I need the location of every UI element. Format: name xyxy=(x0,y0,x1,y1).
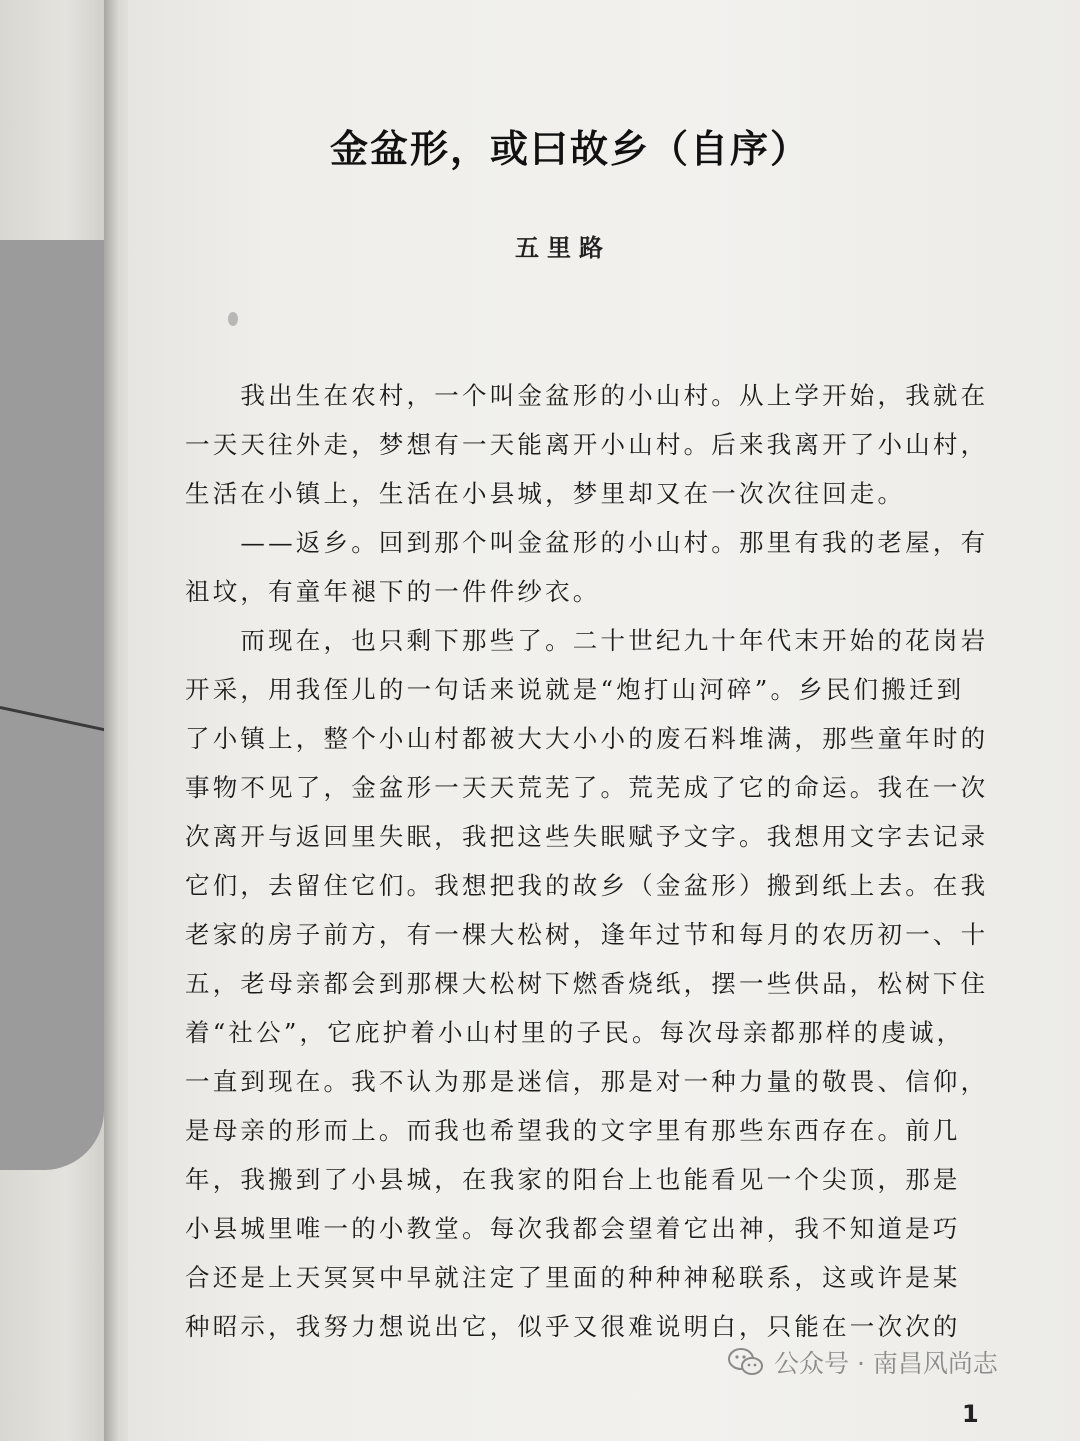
text-line: 生活在小镇上，生活在小县城，梦里却又在一次次往回走。 xyxy=(185,479,906,508)
text-line: 开采，用我侄儿的一句话来说就是“炮打山河碎”。乡民们搬迁到 xyxy=(185,675,965,704)
text-line: ——返乡。回到那个叫金盆形的小山村。那里有我的老屋，有 xyxy=(185,528,989,557)
paper-speck xyxy=(228,312,238,326)
text-line: 老家的房子前方，有一棵大松树，逢年过节和每月的农历初一、十 xyxy=(185,920,989,949)
text-line: 合还是上天冥冥中早就注定了里面的种种神秘联系，这或许是某 xyxy=(185,1263,961,1292)
text-line: 了小镇上，整个小山村都被大大小小的废石料堆满，那些童年时的 xyxy=(185,724,989,753)
text-line: 祖坟，有童年褪下的一件件纱衣。 xyxy=(185,577,601,606)
text-line: 次离开与返回里失眠，我把这些失眠赋予文字。我想用文字去记录 xyxy=(185,822,989,851)
text-line: 五，老母亲都会到那棵大松树下燃香烧纸，摆一些供品，松树下住 xyxy=(185,969,989,998)
text-line: 着“社公”，它庇护着小山村里的子民。每次母亲都那样的虔诚， xyxy=(185,1018,965,1047)
text-line: 是母亲的形而上。而我也希望我的文字里有那些东西存在。前几 xyxy=(185,1116,961,1145)
wechat-icon xyxy=(728,1347,764,1377)
text-line: 一天天往外走，梦想有一天能离开小山村。后来我离开了小山村， xyxy=(185,430,989,459)
text-line: 种昭示，我努力想说出它，似乎又很难说明白，只能在一次次的 xyxy=(185,1312,961,1341)
chapter-title: 金盆形，或曰故乡（自序） xyxy=(330,127,811,171)
adjacent-page-illustration xyxy=(0,240,104,1170)
text-line: 事物不见了，金盆形一天天荒芜了。荒芜成了它的命运。我在一次 xyxy=(185,773,989,802)
text-line: 一直到现在。我不认为那是迷信，那是对一种力量的敬畏、信仰， xyxy=(185,1067,989,1096)
text-line: 它们，去留住它们。我想把我的故乡（金盆形）搬到纸上去。在我 xyxy=(185,871,989,900)
watermark xyxy=(728,1345,998,1379)
text-line: 年，我搬到了小县城，在我家的阳台上也能看见一个尖顶，那是 xyxy=(185,1165,961,1194)
author-name: 五里路 xyxy=(515,234,611,262)
watermark-text: 公众号 · 南昌风尚志 xyxy=(774,1349,998,1378)
page-number: 1 xyxy=(962,1400,979,1428)
text-line: 而现在，也只剩下那些了。二十世纪九十年代末开始的花岗岩 xyxy=(185,626,989,655)
text-line: 小县城里唯一的小教堂。每次我都会望着它出神，我不知道是巧 xyxy=(185,1214,961,1243)
text-line: 我出生在农村，一个叫金盆形的小山村。从上学开始，我就在 xyxy=(185,381,989,410)
